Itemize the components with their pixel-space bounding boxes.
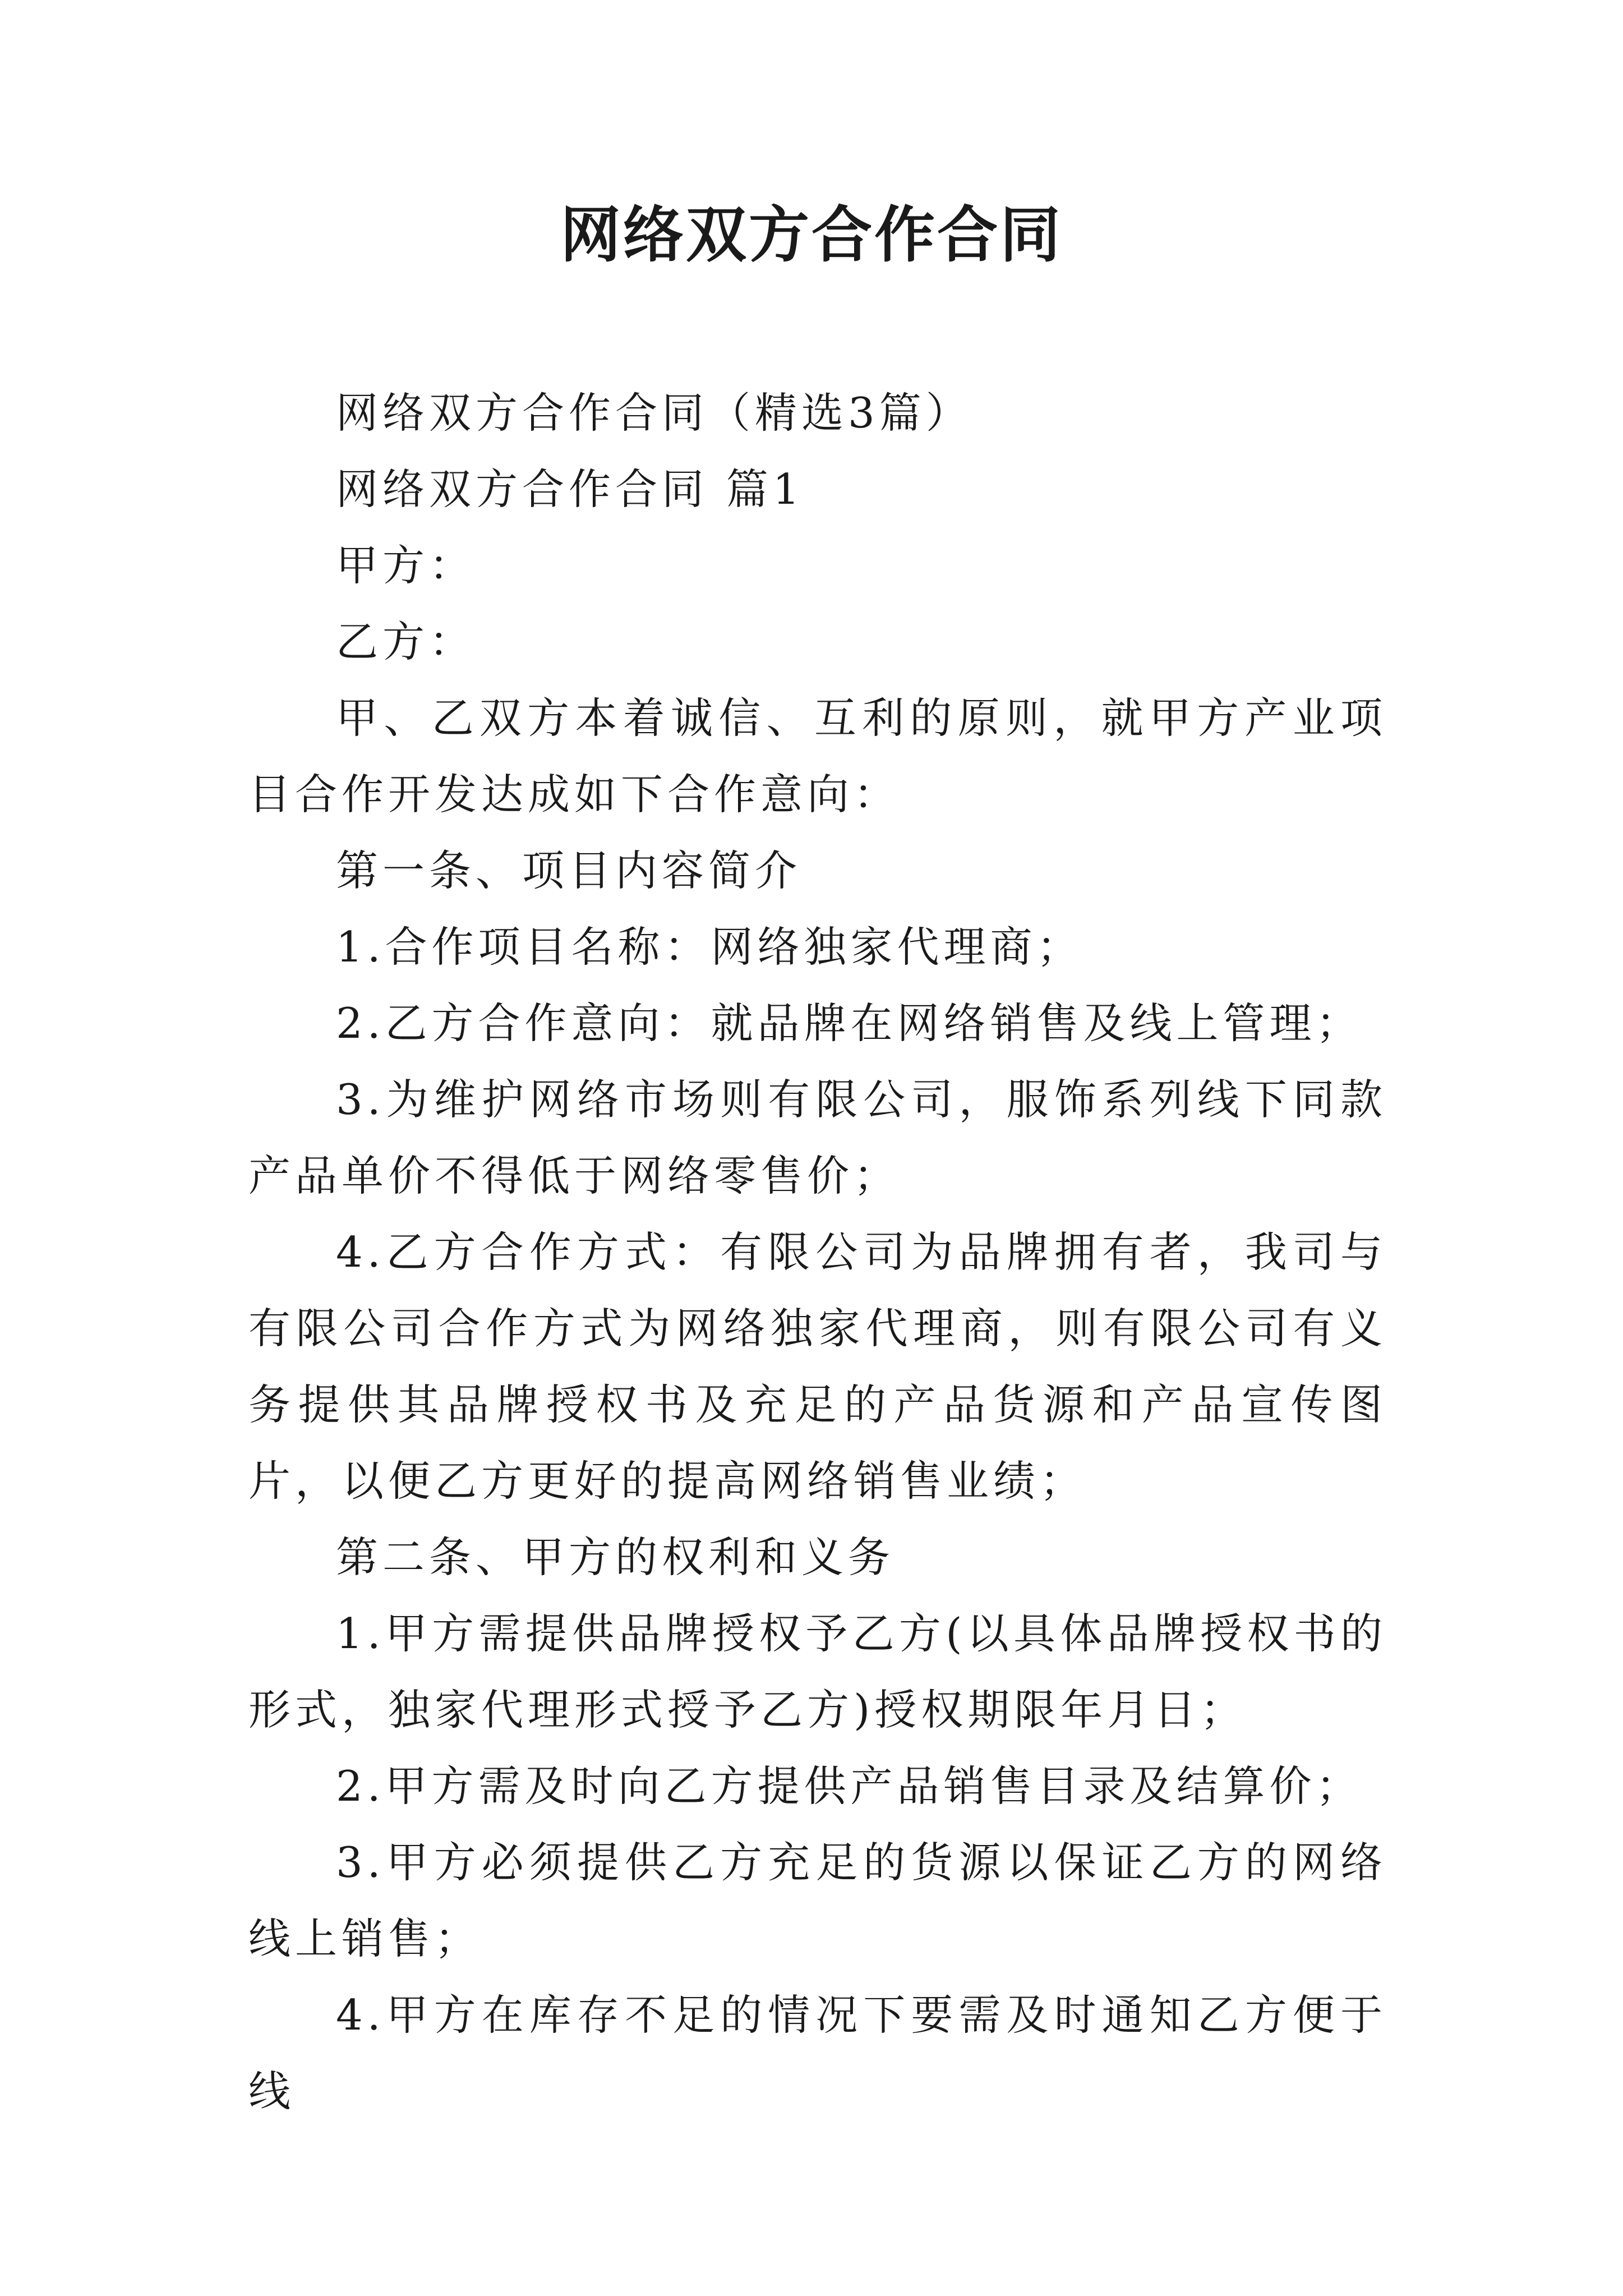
paragraph: 甲、乙双方本着诚信、互利的原则，就甲方产业项目合作开发达成如下合作意向： [248,693,1387,819]
paragraph: 甲方： [336,541,476,590]
paragraph: 第二条、甲方的权利和义务 [336,1533,895,1582]
paragraph: 1.甲方需提供品牌授权予乙方(以具体品牌授权书的形式，独家代理形式授予乙方)授权期限年月日； [248,1609,1387,1734]
paragraph: 4.乙方合作方式：有限公司为品牌拥有者，我司与有限公司合作方式为网络独家代理商，则有限公司有义务提供其品牌授权书及充足的产品货源和产品宣传图片，以便乙方更好的提高网络销售业绩； [248,1227,1387,1506]
paragraph: 乙方： [336,617,476,666]
paragraph: 3.为维护网络市场则有限公司，服饰系列线下同款产品单价不得低于网络零售价； [248,1075,1387,1200]
document-title: 网络双方合作合同 [560,200,1063,270]
document-body [248,375,1387,2129]
paragraph: 4.甲方在库存不足的情况下要需及时通知乙方便于线 [248,1990,1387,2116]
paragraph: 2.甲方需及时向乙方提供产品销售目录及结算价； [336,1761,1363,1811]
paragraph: 1.合作项目名称：网络独家代理商； [336,922,1083,972]
paragraph: 第一条、项目内容简介 [336,846,802,895]
paragraph: 网络双方合作合同 篇1 [336,464,804,514]
paragraph: 网络双方合作合同（精选3篇） [336,388,972,438]
paragraph: 2.乙方合作意向：就品牌在网络销售及线上管理； [336,999,1363,1048]
paragraph: 3.甲方必须提供乙方充足的货源以保证乙方的网络线上销售； [248,1838,1387,1963]
